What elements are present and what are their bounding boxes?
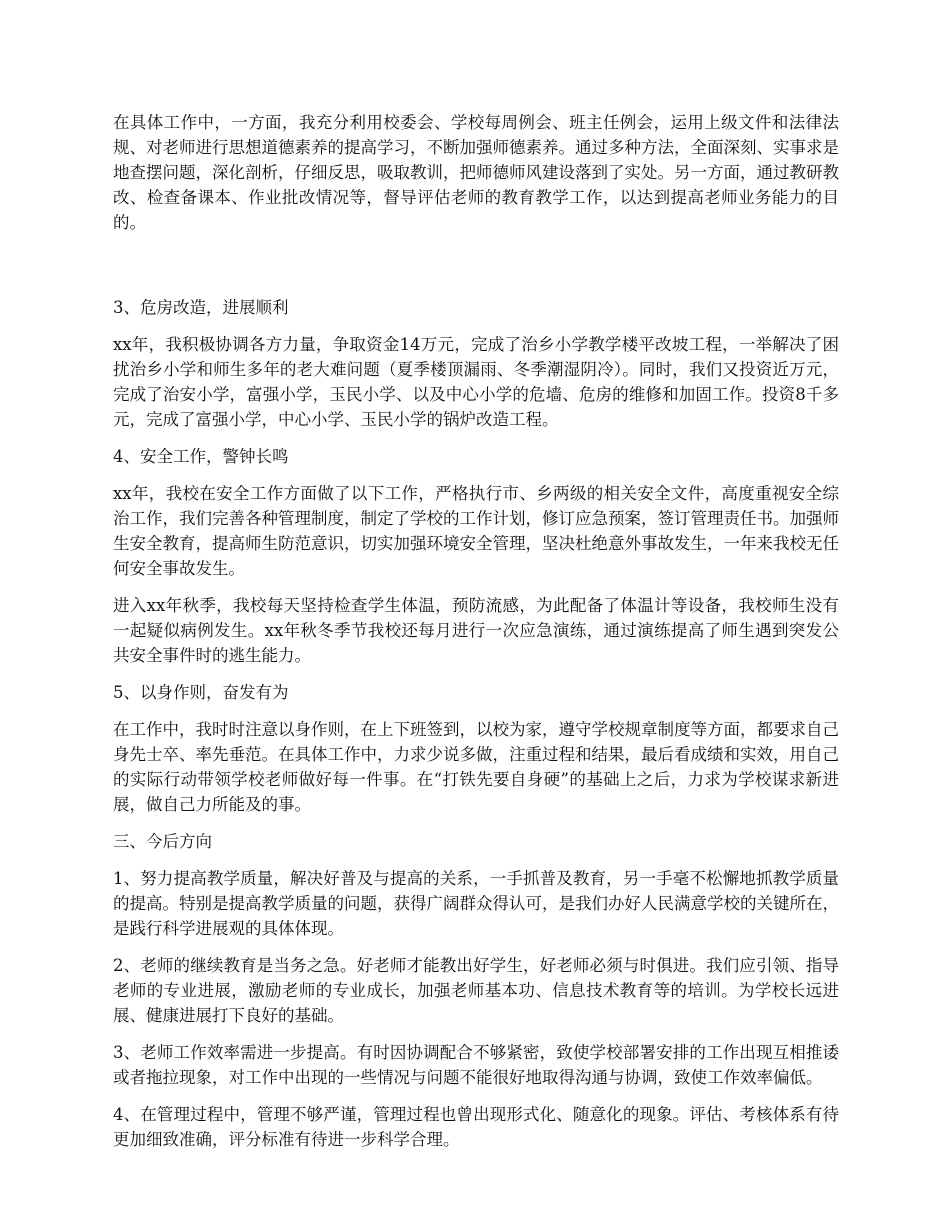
section-spacer — [113, 247, 839, 295]
paragraph-direction-1: 1、努力提高教学质量，解决好普及与提高的关系，一手抓普及教育，另一手毫不松懈地抓教学质量的提高。特别是提高教学质量的问题，获得广阔群众得认可，是我们办好人民满意学校的关键所在，是践行科学进展观的具体体现。 — [113, 869, 839, 938]
paragraph-supervision: 在具体工作中，一方面，我充分利用校委会、学校每周例会、班主任例会，运用上级文件和法律法规、对老师进行思想道德素养的提高学习，不断加强师德素养。通过多种方法，全面深刻、实事求是地查摆问题，深化剖析，仔细反思，吸取教训，把师德师风建设落到了实处。另一方面，通过教研教改、检查备课本、作业批改情况等，督导评估老师的教育教学工作，以达到提高老师业务能力的目的。 — [113, 113, 839, 232]
paragraph-direction-3: 3、老师工作效率需进一步提高。有时因协调配合不够紧密，致使学校部署安排的工作出现互相推诿或者拖拉现象，对工作中出现的一些情况与问题不能很好地取得沟通与协调，致使工作效率偏低。 — [113, 1043, 839, 1087]
paragraph-direction-4: 4、在管理过程中，管理不够严谨，管理过程也曾出现形式化、随意化的现象。评估、考核体系有待更加细致准确，评分标准有待进一步科学合理。 — [113, 1105, 839, 1149]
heading-future-direction: 三、今后方向 — [113, 832, 212, 851]
heading-renovation: 3、危房改造，进展顺利 — [113, 298, 289, 317]
paragraph-direction-2: 2、老师的继续教育是当务之急。好老师才能教出好学生，好老师必须与时俱进。我们应引领、指导老师的专业进展，激励老师的专业成长，加强老师基本功、信息技术教育等的培训。为学校长远进展、健康进展打下良好的基础。 — [113, 956, 839, 1025]
heading-leadership: 5、以身作则，奋发有为 — [113, 683, 289, 702]
paragraph-renovation: xx年，我积极协调各方力量，争取资金14万元，完成了治乡小学教学楼平改坡工程，一举解决了困扰治乡小学和师生多年的老大难问题（夏季楼顶漏雨、冬季潮湿阴冷）。同时，我们又投资近万元，完成了治安小学，富强小学，玉民小学、以及中心小学的危墙、危房的维修和加固工作。投资8千多元，完成了富强小学，中心小学、玉民小学的锅炉改造工程。 — [113, 335, 839, 429]
paragraph-safety: xx年，我校在安全工作方面做了以下工作，严格执行市、乡两级的相关安全文件，高度重视安全综治工作，我们完善各种管理制度，制定了学校的工作计划，修订应急预案，签订管理责任书。加强师生安全教育，提高师生防范意识，切实加强环境安全管理，坚决杜绝意外事故发生，一年来我校无任何安全事故发生。 — [113, 484, 839, 578]
paragraph-leadership: 在工作中，我时时注意以身作则，在上下班签到，以校为家，遵守学校规章制度等方面，都要求自己身先士卒、率先垂范。在具体工作中，力求少说多做，注重过程和结果，最后看成绩和实效，用自己的实际行动带领学校老师做好每一件事。在“打铁先要自身硬”的基础上之后，力求为学校谋求新进展，做自己力所能及的事。 — [113, 720, 839, 814]
heading-safety: 4、安全工作，警钟长鸣 — [113, 447, 289, 466]
paragraph-autumn-safety: 进入xx年秋季，我校每天坚持检查学生体温，预防流感，为此配备了体温计等设备，我校师生没有一起疑似病例发生。xx年秋冬季节我校还每月进行一次应急演练，通过演练提高了师生遇到突发公共安全事件时的逃生能力。 — [113, 596, 839, 665]
document-body — [113, 110, 839, 1164]
